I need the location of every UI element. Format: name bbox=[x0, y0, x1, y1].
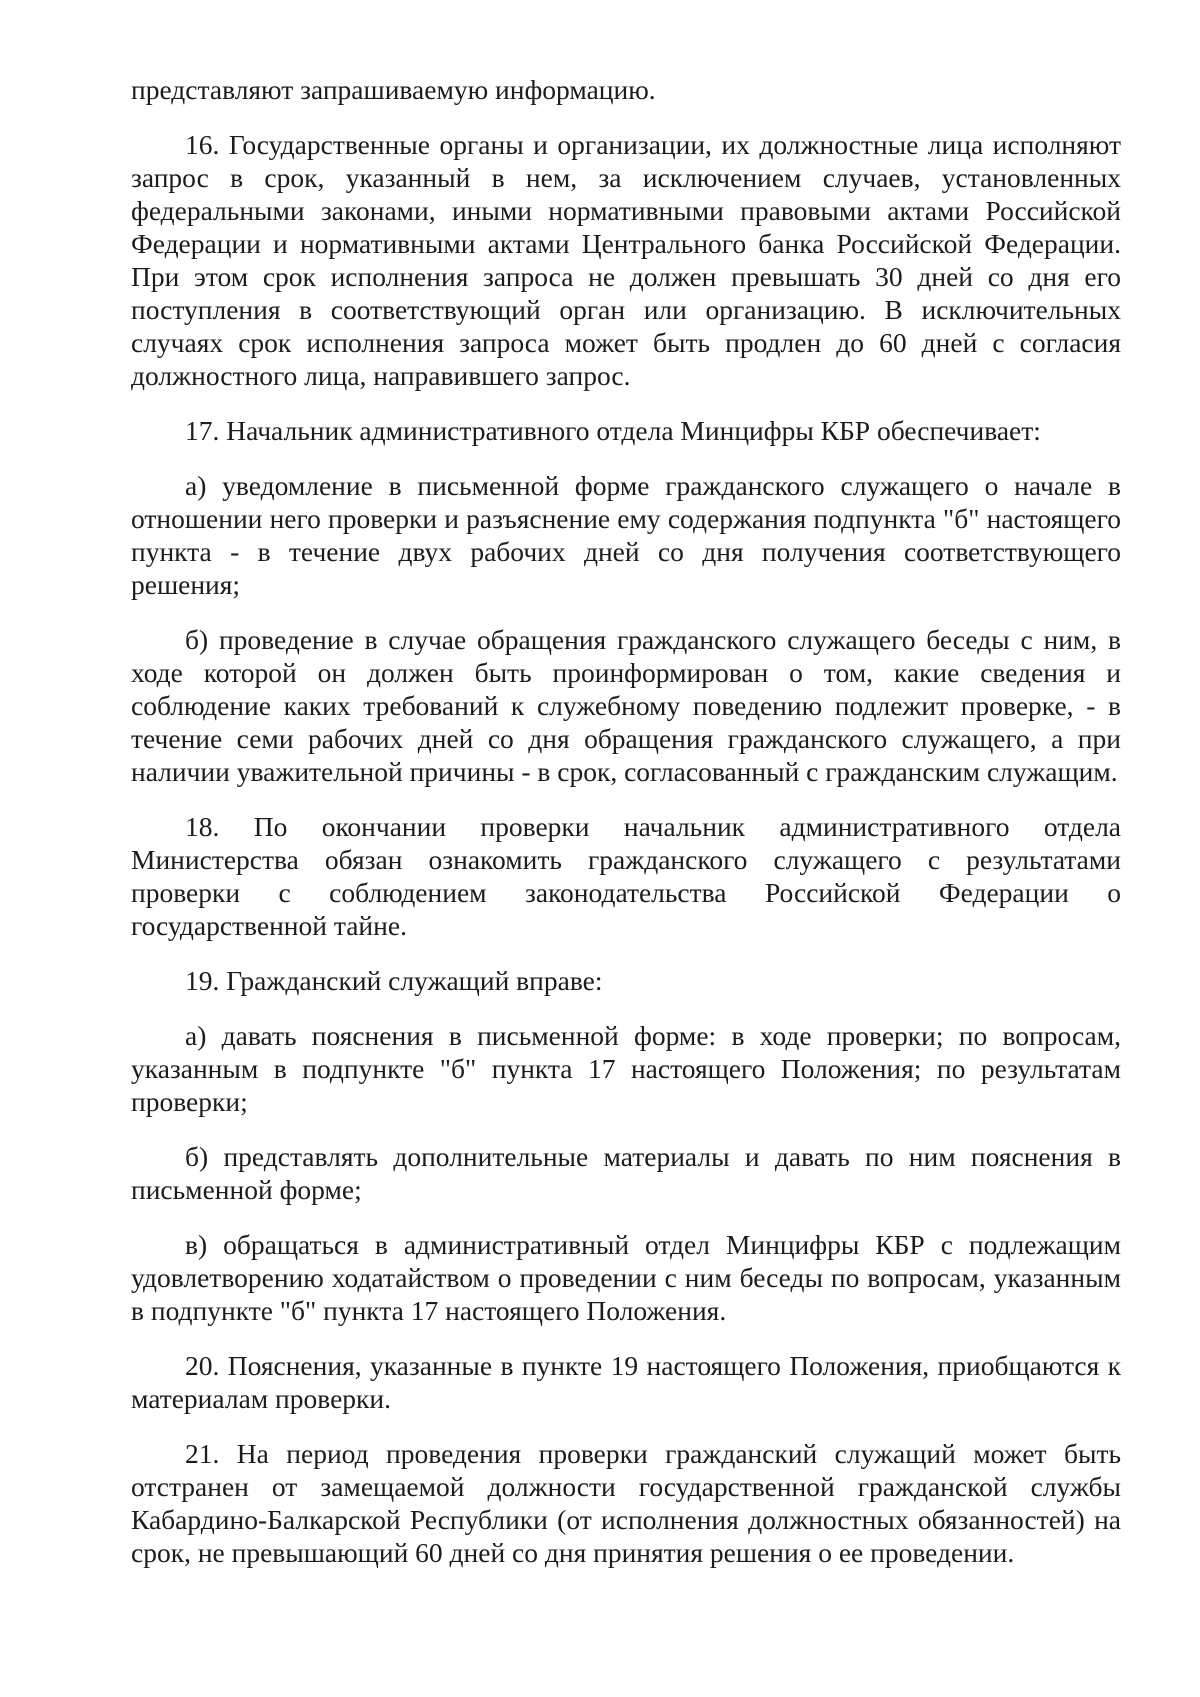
paragraph-continuation: представляют запрашиваемую информацию. bbox=[131, 74, 656, 105]
paragraph-21: 21. На период проведения проверки гражданский служащий может быть отстранен от замещаемой должности государственной гражданской службы Кабардино-Балкарской Республики (от исполнения должностных обязанностей) на срок, не превышающий 60 дней со дня принятия решения о ее проведении. bbox=[131, 1438, 1121, 1568]
paragraph-17: 17. Начальник административного отдела Минцифры КБР обеспечивает: bbox=[185, 415, 1041, 446]
paragraph-17a: а) уведомление в письменной форме гражданского служащего о начале в отношении него проверки и разъяснение ему содержания подпункта "б" настоящего пункта - в течение двух рабочих дней со дня получения соответствующего решения; bbox=[131, 470, 1121, 600]
paragraph-19a: а) давать пояснения в письменной форме: в ходе проверки; по вопросам, указанным в подпункте "б" пункта 17 настоящего Положения; по результатам проверки; bbox=[131, 1020, 1121, 1117]
paragraph-20: 20. Пояснения, указанные в пункте 19 настоящего Положения, приобщаются к материалам проверки. bbox=[131, 1350, 1121, 1414]
paragraph-16: 16. Государственные органы и организации, их должностные лица исполняют запрос в срок, указанный в нем, за исключением случаев, установленных федеральными законами, иными нормативными правовыми актами Российской Федерации и нормативными актами Центрального банка Российской Федерации. При этом срок исполнения запроса не должен превышать 30 дней со дня его поступления в соответствующий орган или организацию. В исключительных случаях срок исполнения запроса может быть продлен до 60 дней с согласия должностного лица, направившего запрос. bbox=[131, 129, 1121, 391]
document-page bbox=[131, 73, 1121, 1569]
paragraph-19: 19. Гражданский служащий вправе: bbox=[185, 965, 603, 996]
paragraph-19c: в) обращаться в административный отдел Минцифры КБР с подлежащим удовлетворению ходатайством о проведении с ним беседы по вопросам, указанным в подпункте "б" пункта 17 настоящего Положения. bbox=[131, 1229, 1121, 1326]
paragraph-17b: б) проведение в случае обращения гражданского служащего беседы с ним, в ходе которой он должен быть проинформирован о том, какие сведения и соблюдение каких требований к служебному поведению подлежит проверке, - в течение семи рабочих дней со дня обращения гражданского служащего, а при наличии уважительной причины - в срок, согласованный с гражданским служащим. bbox=[131, 624, 1121, 787]
paragraph-18: 18. По окончании проверки начальник административного отдела Министерства обязан ознакомить гражданского служащего с результатами проверки с соблюдением законодательства Российской Федерации о государственной тайне. bbox=[131, 811, 1121, 941]
paragraph-19b: б) представлять дополнительные материалы и давать по ним пояснения в письменной форме; bbox=[131, 1141, 1121, 1205]
